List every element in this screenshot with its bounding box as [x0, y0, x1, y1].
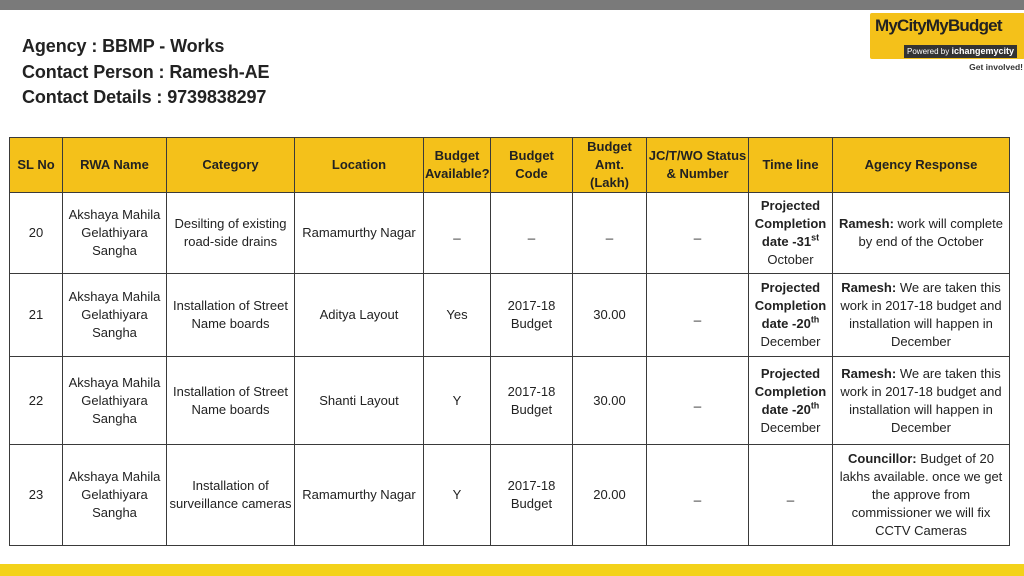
- top-bar: [0, 0, 1024, 10]
- cell-location: Aditya Layout: [295, 274, 424, 357]
- time-line-date-suffix: th: [810, 314, 820, 325]
- category-line: surveillance cameras: [169, 496, 292, 511]
- rwa-name-line: Sangha: [92, 505, 137, 520]
- time-line-projected: Projected: [760, 365, 821, 381]
- category-line: road-side drains: [183, 234, 278, 249]
- cell-agency-response: [833, 274, 1010, 357]
- rwa-name-line: Akshaya Mahila: [68, 289, 161, 304]
- budget-code-line: 2017-18: [507, 478, 556, 493]
- response-text: We are taken this work in 2017-18 budget and installation will happen in December: [840, 280, 1002, 349]
- time-line-date: [750, 401, 831, 419]
- col-header-time-line: Time line: [749, 138, 833, 193]
- cell-budget-code: [491, 274, 573, 357]
- agency-line: Agency : BBMP - Works: [22, 36, 225, 56]
- cell-location: Shanti Layout: [295, 357, 424, 445]
- powered-by-label: Powered by: [907, 47, 950, 56]
- rwa-name-line: Sangha: [92, 410, 137, 426]
- category-line: Name boards: [191, 316, 270, 331]
- response-text: Budget of 20 lakhs available. once we get the approve from commissioner we will fix CCTV Cameras: [839, 451, 1003, 538]
- cell-sl-no: 23: [10, 445, 63, 546]
- category-line: Installation of Street: [173, 298, 288, 313]
- col-header-agency-response: Agency Response: [833, 138, 1010, 193]
- cell-time-line: [749, 193, 833, 274]
- cell-status: _: [647, 357, 749, 445]
- rwa-name-line: Akshaya Mahila: [68, 469, 161, 484]
- contact-details-line: Contact Details : 9739838297: [22, 87, 267, 107]
- cell-time-line: [749, 274, 833, 357]
- response-text: We are taken this work in 2017-18 budget and installation will happen in December: [840, 365, 1002, 435]
- cell-rwa-name: [63, 357, 167, 445]
- logo-title: MyCityMyBudget: [875, 16, 1002, 35]
- cell-location: Ramamurthy Nagar: [295, 445, 424, 546]
- time-line-month: December: [760, 334, 821, 349]
- time-line-projected: _: [786, 487, 795, 502]
- time-line-date-suffix: th: [810, 400, 820, 411]
- table-header-row: [10, 138, 1010, 193]
- response-text: work will complete by end of the October: [858, 216, 1004, 249]
- cell-budget-available: Y: [424, 445, 491, 546]
- brand-name: ichangemycity: [951, 46, 1015, 56]
- cell-category: [167, 193, 295, 274]
- cell-status: _: [647, 445, 749, 546]
- cell-agency-response: [833, 357, 1010, 445]
- time-line-date: [750, 233, 831, 251]
- time-line-date-text: date -20: [761, 316, 811, 331]
- cell-status: _: [647, 193, 749, 274]
- rwa-name-line: Gelathiyara: [81, 487, 148, 502]
- table-row: [10, 274, 1010, 357]
- cell-category: [167, 357, 295, 445]
- cell-budget-available: _: [424, 193, 491, 274]
- time-line-completion: Completion: [754, 216, 827, 231]
- cell-budget-available: Yes: [424, 274, 491, 357]
- cell-location: Ramamurthy Nagar: [295, 193, 424, 274]
- budget-code-line: _: [527, 225, 536, 240]
- cell-sl-no: 22: [10, 357, 63, 445]
- col-header-budget-amount: Budget Amt. (Lakh): [573, 138, 647, 193]
- time-line-month: December: [760, 419, 821, 435]
- response-author: Councillor:: [848, 451, 917, 466]
- cell-budget-amount: 30.00: [573, 274, 647, 357]
- cell-rwa-name: [63, 445, 167, 546]
- cell-budget-code: [491, 193, 573, 274]
- rwa-name-line: Gelathiyara: [81, 307, 148, 322]
- cell-sl-no: 20: [10, 193, 63, 274]
- time-line-month: October: [767, 252, 814, 267]
- category-line: Desilting of existing: [174, 216, 287, 231]
- cell-budget-code: [491, 357, 573, 445]
- cell-budget-available: Y: [424, 357, 491, 445]
- budget-code-line: Budget: [510, 401, 553, 417]
- cell-time-line: [749, 445, 833, 546]
- col-header-budget-available: Budget Available?: [424, 138, 491, 193]
- time-line-completion: Completion: [754, 383, 827, 399]
- cell-rwa-name: [63, 274, 167, 357]
- time-line-date-suffix: st: [811, 232, 820, 243]
- rwa-budget-table: [9, 137, 1010, 546]
- cell-time-line: [749, 357, 833, 445]
- table-row: [10, 445, 1010, 546]
- contact-person-line: Contact Person : Ramesh-AE: [22, 61, 270, 82]
- logo-powered-by: [904, 45, 1017, 58]
- rwa-name-line: Sangha: [92, 243, 137, 258]
- time-line-completion: Completion: [754, 298, 827, 313]
- category-line: Installation of: [192, 478, 269, 493]
- cell-sl-no: 21: [10, 274, 63, 357]
- time-line-date: [750, 315, 831, 333]
- budget-code-line: Budget: [510, 496, 553, 511]
- time-line-date-text: date -20: [761, 401, 811, 417]
- cell-agency-response: [833, 445, 1010, 546]
- cell-status: _: [647, 274, 749, 357]
- logo-box: [870, 13, 1024, 59]
- bottom-bar: [0, 564, 1024, 576]
- table-row: [10, 357, 1010, 445]
- budget-code-line: Budget: [510, 316, 553, 331]
- time-line-date-text: date -31: [761, 234, 812, 249]
- col-header-rwa-name: RWA Name: [63, 138, 167, 193]
- cell-agency-response: [833, 193, 1010, 274]
- category-line: Name boards: [191, 401, 270, 417]
- col-header-sl-no: SL No: [10, 138, 63, 193]
- cell-category: [167, 274, 295, 357]
- time-line-projected: Projected: [760, 198, 821, 213]
- mycitymybudget-logo: [870, 13, 1024, 75]
- budget-code-line: 2017-18: [507, 383, 556, 399]
- cell-budget-code: [491, 445, 573, 546]
- response-author: Ramesh:: [841, 280, 897, 295]
- cell-budget-amount: 20.00: [573, 445, 647, 546]
- rwa-name-line: Gelathiyara: [81, 392, 148, 408]
- time-line-projected: Projected: [760, 280, 821, 295]
- col-header-category: Category: [167, 138, 295, 193]
- response-author: Ramesh:: [841, 365, 897, 381]
- cell-rwa-name: [63, 193, 167, 274]
- cell-budget-amount: 30.00: [573, 357, 647, 445]
- cell-category: [167, 445, 295, 546]
- col-header-budget-code: Budget Code: [491, 138, 573, 193]
- response-author: Ramesh:: [838, 216, 894, 231]
- budget-code-line: 2017-18: [507, 298, 556, 313]
- category-line: Installation of Street: [173, 383, 288, 399]
- header-info: [22, 34, 269, 111]
- logo-tagline: Get involved!: [969, 62, 1023, 72]
- cell-budget-amount: _: [573, 193, 647, 274]
- rwa-name-line: Akshaya Mahila: [68, 207, 161, 222]
- rwa-name-line: Gelathiyara: [81, 225, 148, 240]
- table-row: [10, 193, 1010, 274]
- col-header-location: Location: [295, 138, 424, 193]
- col-header-status: JC/T/WO Status & Number: [647, 138, 749, 193]
- rwa-name-line: Akshaya Mahila: [68, 374, 161, 390]
- rwa-name-line: Sangha: [92, 325, 137, 340]
